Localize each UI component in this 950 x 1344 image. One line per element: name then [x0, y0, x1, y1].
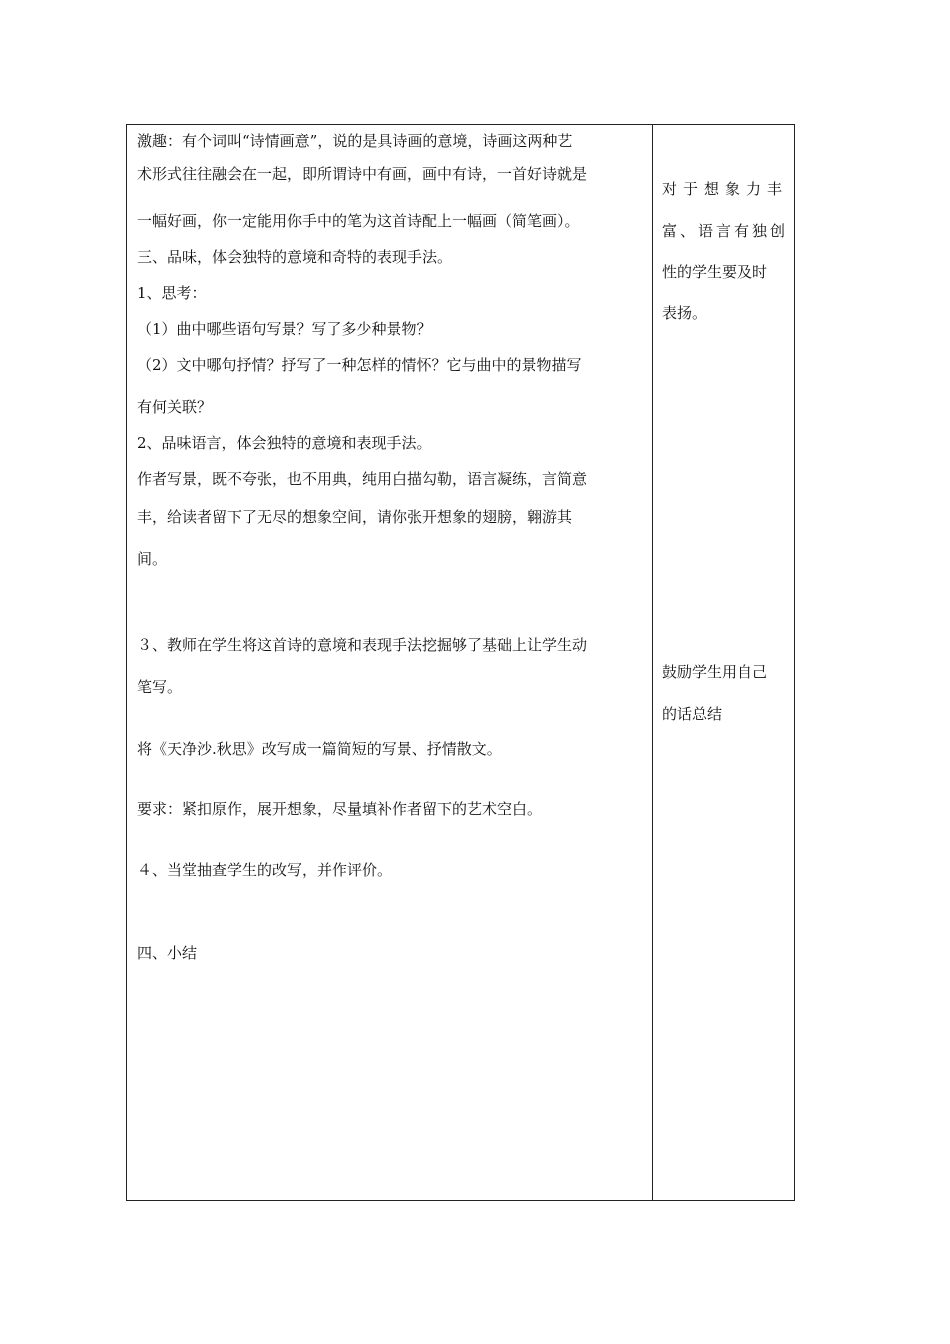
question-2-line-2: 有何关联？ — [137, 398, 213, 416]
step-3-line-1: ３、教师在学生将这首诗的意境和表现手法挖掘够了基础上让学生动 — [137, 636, 588, 654]
note-2-line-1: 鼓励学生用自己 — [662, 663, 768, 681]
intro-line-1: 激趣：有个词叫“诗情画意”，说的是具诗画的意境，诗画这两种艺 — [137, 132, 573, 150]
savor-label: 2、品味语言，体会独特的意境和表现手法。 — [137, 434, 432, 452]
section-4-heading: 四、小结 — [137, 944, 198, 962]
column-divider — [652, 125, 653, 1200]
question-2-line-1: （2）文中哪句抒情？抒写了一种怎样的情怀？它与曲中的景物描写 — [137, 356, 582, 374]
question-1: （1）曲中哪些语句写景？写了多少种景物？ — [137, 320, 432, 338]
note-1-line-2: 富、语言有独创 — [662, 222, 789, 240]
step-3-line-2: 笔写。 — [137, 678, 183, 696]
analysis-line-3: 间。 — [137, 550, 168, 568]
rewrite-task: 将《天净沙.秋思》改写成一篇简短的写景、抒情散文。 — [137, 740, 502, 758]
think-label: 1、思考： — [137, 284, 207, 302]
section-3-heading: 三、品味，体会独特的意境和奇特的表现手法。 — [137, 248, 453, 266]
note-1-line-4: 表扬。 — [662, 304, 708, 322]
analysis-line-1: 作者写景，既不夸张，也不用典，纯用白描勾勒，语言凝练，言简意 — [137, 470, 588, 488]
intro-line-2: 术形式往往融会在一起，即所谓诗中有画，画中有诗，一首好诗就是 — [137, 165, 588, 183]
step-4: ４、当堂抽查学生的改写，并作评价。 — [137, 861, 393, 879]
requirement: 要求：紧扣原作，展开想象，尽量填补作者留下的艺术空白。 — [137, 800, 543, 818]
intro-line-3: 一幅好画，你一定能用你手中的笔为这首诗配上一幅画（简笔画）。 — [137, 212, 580, 230]
note-1-line-3: 性的学生要及时 — [662, 263, 768, 281]
note-1-line-1: 对于想象力丰 — [662, 180, 789, 198]
note-2-line-2: 的话总结 — [662, 705, 723, 723]
analysis-line-2: 丰，给读者留下了无尽的想象空间，请你张开想象的翅膀，翱游其 — [137, 508, 573, 526]
lesson-plan-table — [126, 124, 795, 1201]
